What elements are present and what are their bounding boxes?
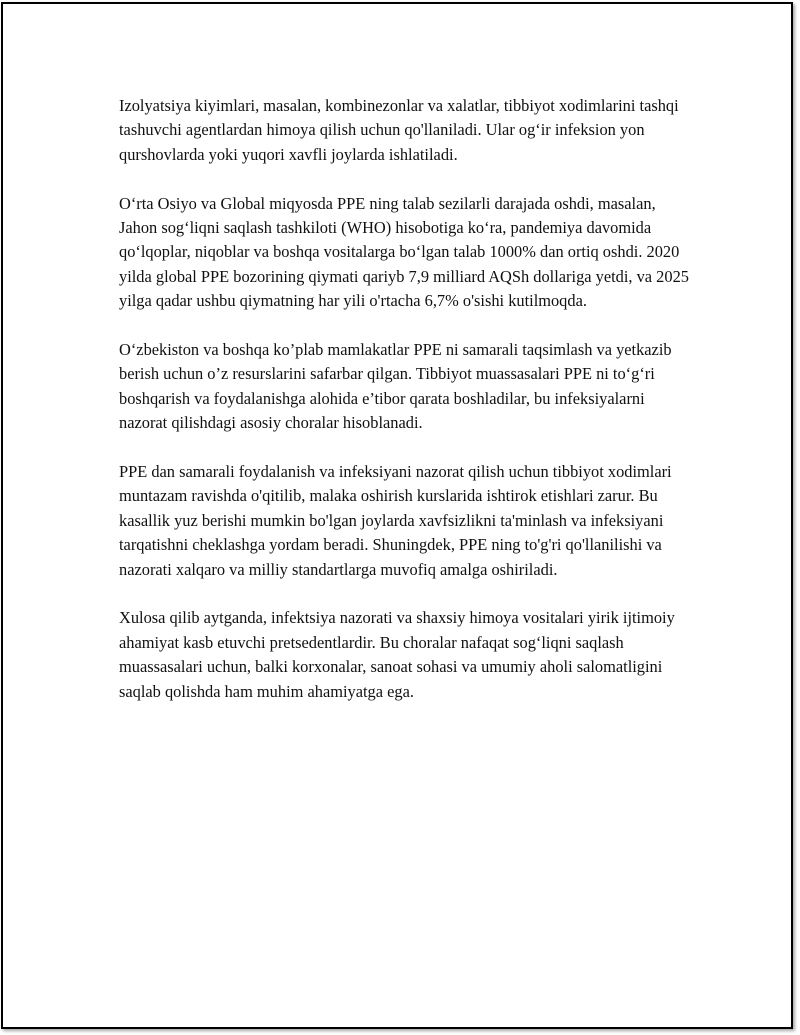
paragraph-uzbekistan-resources: O‘zbekiston va boshqa ko’plab mamlakatlar PPE ni samarali taqsimlash va yetkazib berish uchun o’z resurslarini safarbar qilgan. Tibbiyot muassasalari PPE ni to‘g‘ri boshqarish va foydalanishga alohida e’tibor qarata boshladilar, bu infeksiyalarni nazorat qilishdagi asosiy choralar hisoblanadi.: [119, 340, 672, 433]
paragraph-isolation-gowns: Izolyatsiya kiyimlari, masalan, kombinezonlar va xalatlar, tibbiyot xodimlarini tashqi tashuvchi agentlardan himoya qilish uchun qo'llaniladi. Ular og‘ir infeksion yon qurshovlarda yoki yuqori xavfli joylarda ishlatiladi.: [119, 96, 679, 164]
paragraph-conclusion: Xulosa qilib aytganda, infektsiya nazorati va shaxsiy himoya vositalari yirik ijtimoiy ahamiyat kasb etuvchi pretsedentlardir. Bu choralar nafaqat sog‘liqni saqlash muassasalari uchun, balki korxonalar, sanoat sohasi va umumiy aholi salomatligini saqlab qolishda ham muhim ahamiyatga ega.: [119, 608, 675, 701]
document-page: [1, 2, 793, 1029]
paragraph-ppe-demand: O‘rta Osiyo va Global miqyosda PPE ning talab sezilarli darajada oshdi, masalan, Jahon sog‘liqni saqlash tashkiloti (WHO) hisobotiga ko‘ra, pandemiya davomida qo‘lqoplar, niqoblar va boshqa vositalarga bo‘lgan talab 1000% dan ortiq oshdi. 2020 yilda global PPE bozorining qiymati qariyb 7,9 milliard AQSh dollariga yetdi, va 2025 yilga qadar ushbu qiymatning har yili o'rtacha 6,7% o'sishi kutilmoqda.: [119, 193, 689, 311]
paragraph-training: PPE dan samarali foydalanish va infeksiyani nazorat qilish uchun tibbiyot xodimlari muntazam ravishda o'qitilib, malaka oshirish kurslarida ishtirok etishlari zarur. Bu kasallik yuz berishi mumkin bo'lgan joylarda xavfsizlikni ta'minlash va infeksiyani tarqatishni cheklashga yordam beradi. Shuningdek, PPE ning to'g'ri qo'llanilishi va nazorati xalqaro va milliy standartlarga muvofiq amalga oshiriladi.: [119, 462, 672, 579]
document-body: [119, 94, 689, 728]
